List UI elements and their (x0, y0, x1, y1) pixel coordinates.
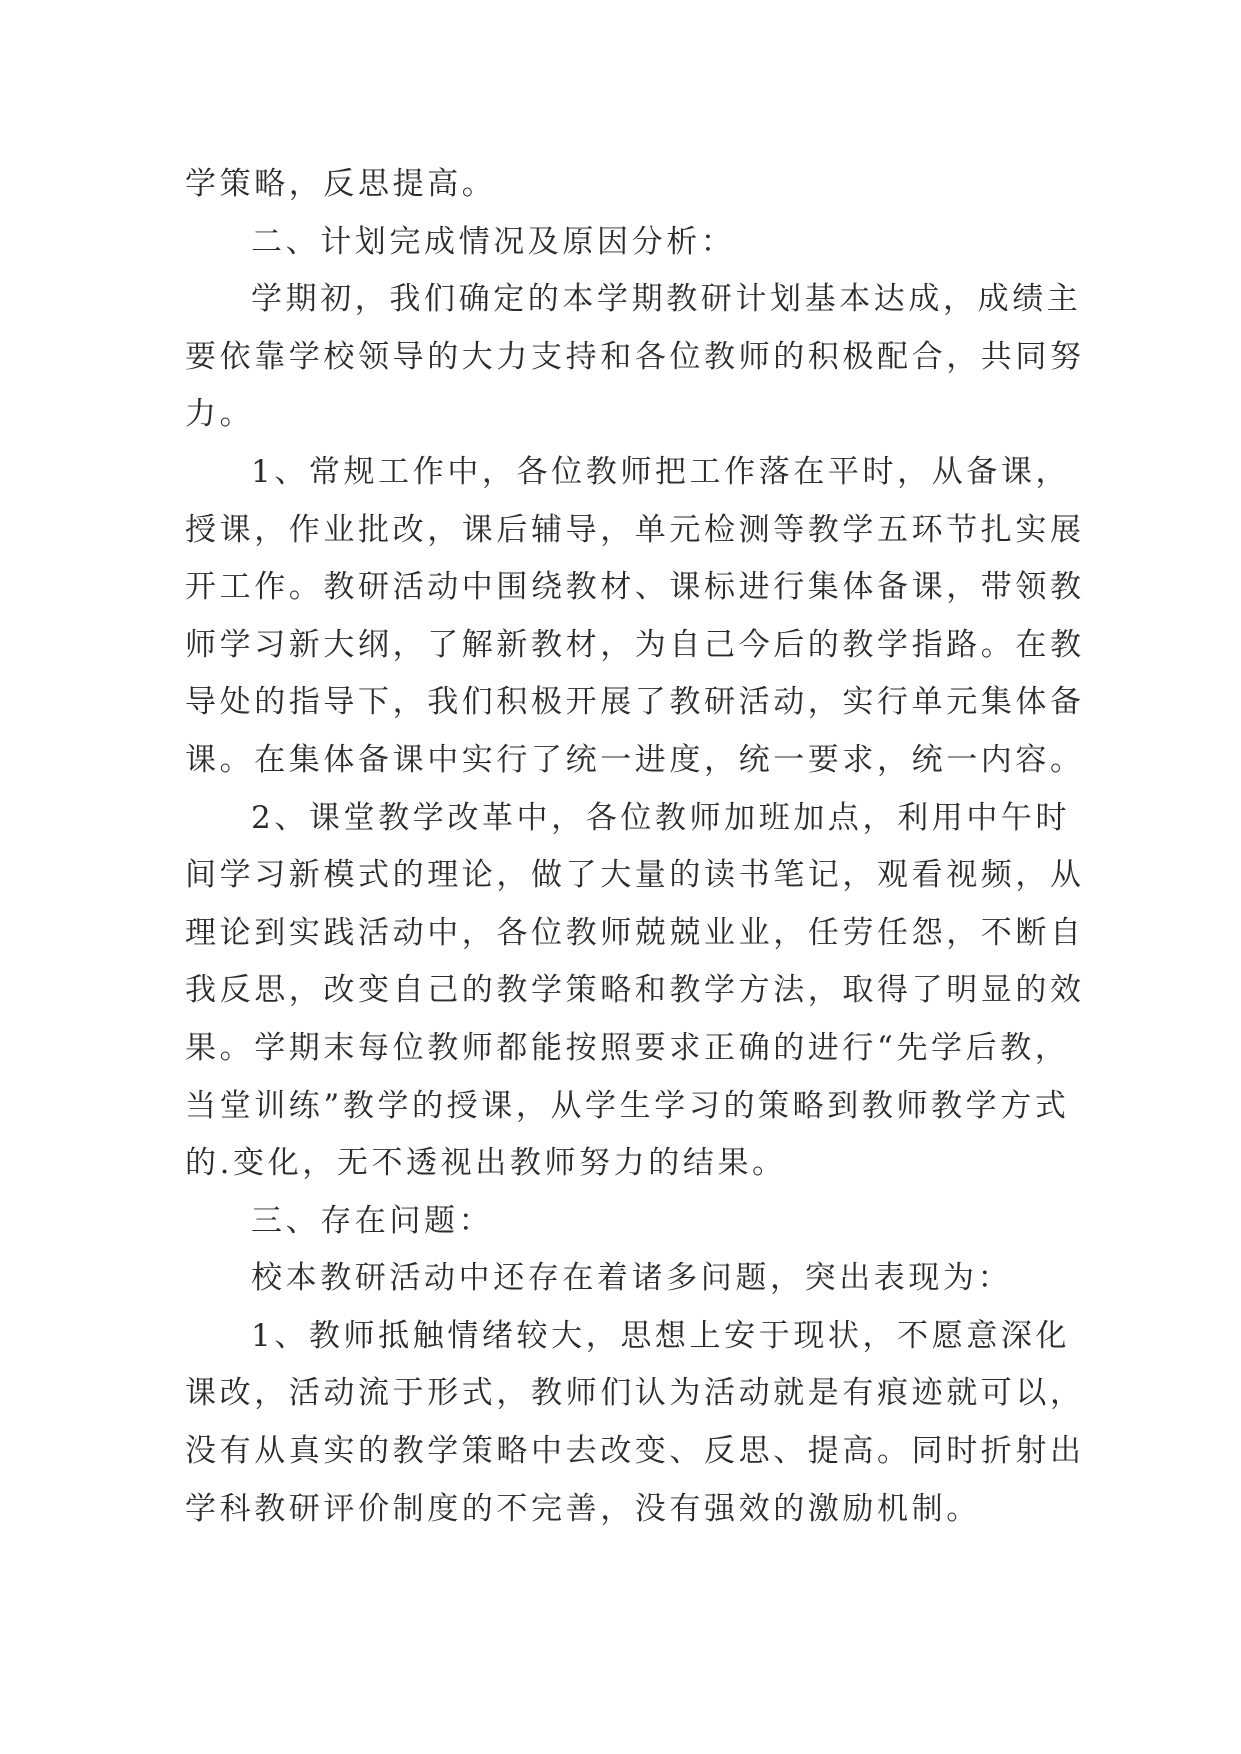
text-line: 的.变化，无不透视出教师努力的结果。 (185, 1145, 787, 1182)
text-line: 二、计划完成情况及原因分析： (251, 223, 736, 260)
text-line: 果。学期末每位教师都能按照要求正确的进行“先学后教， (185, 1029, 1070, 1066)
text-line: 三、存在问题： (251, 1202, 494, 1239)
text-line: 课。在集体备课中实行了统一进度，统一要求，统一内容。 (185, 741, 1085, 778)
text-line: 要依靠学校领导的大力支持和各位教师的积极配合，共同努 (185, 338, 1085, 375)
text-line: 学期初，我们确定的本学期教研计划基本达成，成绩主 (251, 281, 1082, 318)
document-body (185, 156, 1085, 1538)
text-line: 2、课堂教学改革中，各位教师加班加点，利用中午时 (251, 799, 1071, 836)
text-line: 学科教研评价制度的不完善，没有强效的激励机制。 (185, 1490, 981, 1527)
text-line: 开工作。教研活动中围绕教材、课标进行集体备课，带领教 (185, 569, 1085, 606)
text-line: 没有从真实的教学策略中去改变、反思、提高。同时折射出 (185, 1433, 1085, 1470)
text-line: 1、常规工作中，各位教师把工作落在平时，从备课， (251, 453, 1071, 490)
text-line: 校本教研活动中还存在着诸多问题，突出表现为： (251, 1260, 1013, 1297)
text-line: 力。 (185, 396, 255, 433)
text-line: 1、教师抵触情绪较大，思想上安于现状，不愿意深化 (251, 1317, 1071, 1354)
text-line: 师学习新大纲，了解新教材，为自己今后的教学指路。在教 (185, 626, 1085, 663)
text-line: 课改，活动流于形式，教师们认为活动就是有痕迹就可以， (185, 1375, 1085, 1412)
text-line: 授课，作业批改，课后辅导，单元检测等教学五环节扎实展 (185, 511, 1085, 548)
text-line: 当堂训练”教学的授课，从学生学习的策略到教师教学方式 (185, 1087, 1070, 1124)
text-line: 理论到实践活动中，各位教师兢兢业业，任劳任怨，不断自 (185, 914, 1085, 951)
text-line: 我反思，改变自己的教学策略和教学方法，取得了明显的效 (185, 972, 1085, 1009)
text-line: 学策略，反思提高。 (185, 166, 497, 202)
text-line: 导处的指导下，我们积极开展了教研活动，实行单元集体备 (185, 684, 1085, 721)
text-line: 间学习新模式的理论，做了大量的读书笔记，观看视频，从 (185, 857, 1085, 894)
